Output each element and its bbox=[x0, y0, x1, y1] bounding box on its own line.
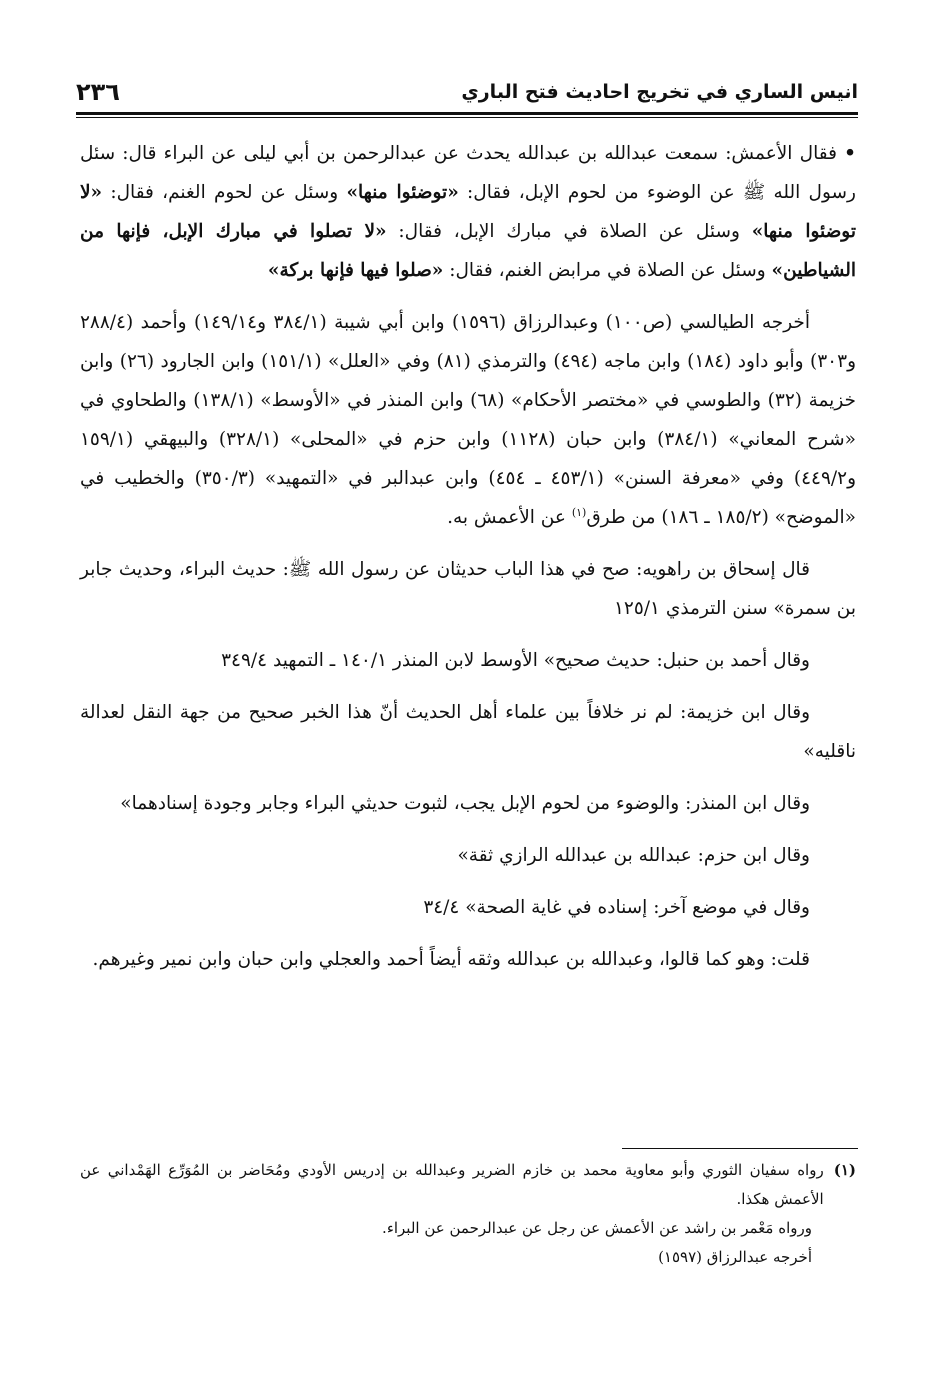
main-text bbox=[80, 134, 856, 992]
footnote-ref[interactable]: (١) bbox=[571, 505, 587, 519]
ibn-mundhir-paragraph: وقال ابن المنذر: والوضوء من لحوم الإبل يجب، لثبوت حديثي البراء وجابر وجودة إسنادهما» bbox=[120, 793, 810, 814]
takhrij-paragraph bbox=[80, 303, 856, 537]
hadith-text-2: وسئل عن لحوم الغنم، فقال: bbox=[102, 182, 347, 203]
hadith-quote-2: «لا توضئوا منها» bbox=[80, 182, 857, 242]
footnote-number: (١) bbox=[833, 1161, 856, 1179]
author-comment-paragraph: قلت: وهو كما قالوا، وعبدالله بن عبدالله وثقه أيضاً أحمد والعجلي وابن حبان وابن نمير وغيرهم. bbox=[92, 949, 810, 970]
hadith-text-3: وسئل عن الصلاة في مبارك الإبل، فقال: bbox=[386, 221, 752, 242]
ahmad-quote-paragraph: وقال أحمد بن حنبل: حديث صحيح» الأوسط لابن المنذر ١٤٠/١ ـ التمهيد ٣٤٩/٤ bbox=[221, 650, 810, 671]
hadith-quote-1: «توضئوا منها» bbox=[346, 182, 459, 203]
footnote-item bbox=[80, 1156, 856, 1214]
footnote-line: رواه سفيان الثوري وأبو معاوية محمد بن خازم الضرير وعبدالله بن إدريس الأودي ومُحَاضر بن المُوَرِّع الهَمْداني عن الأعمش هكذا. bbox=[80, 1161, 824, 1208]
running-title: انيس الساري في تخريج احاديث فتح الباري bbox=[461, 81, 858, 103]
footnotes bbox=[80, 1156, 856, 1272]
page-number: ٢٣٦ bbox=[76, 78, 120, 106]
hadith-text-4: وسئل عن الصلاة في مرابض الغنم، فقال: bbox=[443, 260, 772, 281]
hadith-text-1: فقال الأعمش: سمعت عبدالله بن عبدالله يحدث عن عبدالرحمن بن أبي ليلى عن البراء قال: سئل رسول الله ﷺ عن الوضوء من لحوم الإبل، فقال: bbox=[80, 143, 856, 203]
footnote-rule bbox=[622, 1148, 858, 1149]
header-rule bbox=[76, 112, 858, 118]
ibn-hazm-paragraph: وقال ابن حزم: عبدالله بن عبدالله الرازي ثقة» bbox=[457, 845, 810, 866]
ibn-khuzayma-paragraph: وقال ابن خزيمة: لم نر خلافاً بين علماء أهل الحديث أنّ هذا الخبر صحيح من جهة النقل لعدالة ناقليه» bbox=[80, 702, 856, 762]
takhrij-text-end: عن الأعمش به. bbox=[447, 507, 572, 528]
hadith-paragraph bbox=[80, 134, 856, 290]
footnote-line: ورواه مَعْمر بن راشد عن الأعمش عن رجل عن عبدالرحمن عن البراء. bbox=[382, 1219, 812, 1237]
ishaq-quote-paragraph: قال إسحاق بن راهويه: صح في هذا الباب حديثان عن رسول الله ﷺ: حديث البراء، وحديث جابر بن سمرة» سنن الترمذي ١٢٥/١ bbox=[80, 559, 856, 619]
page-header bbox=[76, 74, 858, 110]
footnote-line: أخرجه عبدالرزاق (١٥٩٧) bbox=[658, 1248, 812, 1266]
hadith-quote-3: «لا تصلوا في مبارك الإبل، فإنها من الشياطين» bbox=[80, 221, 856, 281]
hadith-quote-4: «صلوا فيها فإنها بركة» bbox=[267, 260, 444, 281]
takhrij-text: أخرجه الطيالسي (ص١٠٠) وعبدالرزاق (١٥٩٦) وابن أبي شيبة (٣٨٤/١ و١٤٩/١٤) وأحمد (٢٨٨/٤ و٣٠٣) وأبو داود (١٨٤) وابن ماجه (٤٩٤) والترمذي (٨١) وفي «العلل» (١٥١/١) وابن الجارود (٢٦) وابن خزيمة (٣٢) والطوسي في «مختصر الأحكام» (٦٨) وابن المنذر في «الأوسط» (١٣٨/١) والطحاوي في «شرح المعاني» (٣٨٤/١) وابن حبان (١١٢٨) وابن حزم في «المحلى» (٣٢٨/١) والبيهقي (١٥٩/١ و٤٤٩/٢) وفي «معرفة السنن» (٤٥٣/١ ـ ٤٥٤) وابن عبدالبر في «التمهيد» (٣٥٠/٣) والخطيب في «الموضح» (١٨٥/٢ ـ ١٨٦) من طرق bbox=[80, 312, 856, 528]
ibn-hazm-second-paragraph: وقال في موضع آخر: إسناده في غاية الصحة» ٣٤/٤ bbox=[423, 897, 810, 918]
bullet-marker: • bbox=[844, 143, 856, 164]
